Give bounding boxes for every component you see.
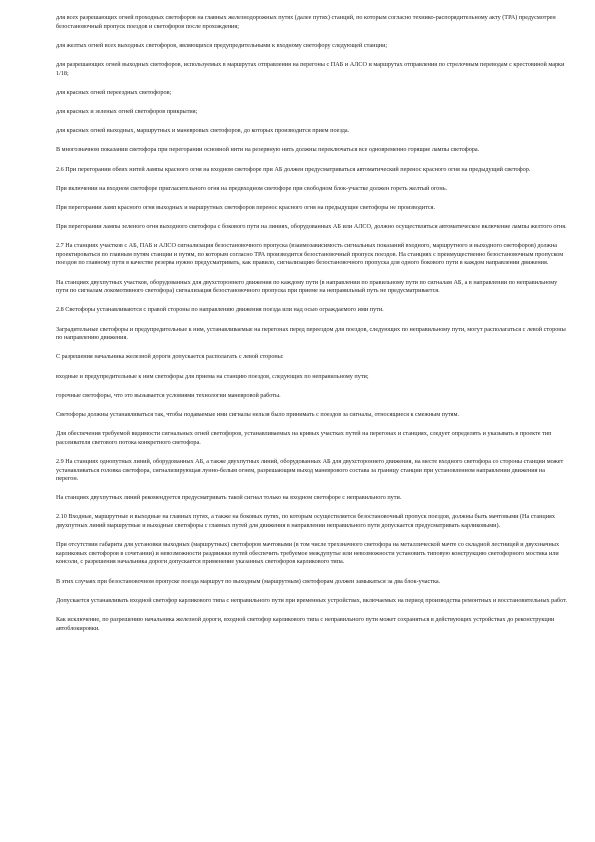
paragraph: В этих случаях при безостановочном пропуске поезда маршрут по выходным (маршрутным) светофорам должен замыкаться за два блок-участка. bbox=[56, 577, 441, 585]
paragraph: На станциях двухпутных участков, оборудованных для двухстороннего движения по каждому пути (в направлении по правильному пути по сигналам АБ, а в направлении по неправильному пути по сигналам локомотивного светофора) сигнализация безостановочного пропуска при приеме на неправильный путь не предусматривается. bbox=[56, 278, 558, 295]
paragraph: горочные светофоры, что это вызывается условиями технологии маневровой работы. bbox=[56, 391, 281, 399]
paragraph: для красных и зеленых огней светофоров прикрытия; bbox=[56, 107, 198, 115]
paragraph: Заградительные светофоры и предупредительные к ним, устанавливаемые на перегонах перед переездом для поездов, следующих по неправильному пути, могут располагаться с левой стороны по направлению движения. bbox=[56, 325, 566, 342]
section-paragraph: 2.7 На станциях участков с АБ, ПАБ и АЛСО сигнализация безостановочного пропуска (взаимозависимость сигнальных показаний входного, маршрутного и выходного светофоров) должна проектироваться по главным путям станции и путям, по которым согласно ТРА производится безостановочный пропуск поездов. На станциях с преимущественно безостановочным пропуском поездов по главному пути в качестве резерва нужно предусматривать, как правило, сигнализацию безостановочного пропуска для одного бокового пути в каждом направлении движения. bbox=[56, 242, 564, 267]
paragraph: для разрешающих огней выходных светофоров, используемых в маршрутах отправления на перегоны с ПАБ и АЛСО и маршрутах отправления по стрелочным переводам с крестовиной марки 1/18; bbox=[56, 60, 565, 77]
section-paragraph: 2.9 На станциях однопутных линий, оборудованных АБ, а также двухпутных линий, оборудованных АБ для двухстороннего движения, на месте входного светофора со стороны станции может устанавливаться головка светофора, сигнализирующая лунно-белым огнем, разрешающим выход маневрового состава за границу станции при установленном направлении движения на перегон. bbox=[56, 457, 564, 483]
paragraph: Как исключение, по разрешению начальника железной дороги, входной светофор карликового типа с неправильного пути может сохраняться в действующих устройствах до реконструкции автоблокировки. bbox=[56, 616, 555, 632]
paragraph: При включении на входном светофоре пригласительного огня на предвходном светофоре при свободном блок-участке должен гореть желтый огонь. bbox=[56, 184, 448, 192]
section-paragraph: 2.6 При перегорании обеих нитей лампы красного огня на входном светофоре при АБ должен предусматриваться автоматический перенос красного огня на предыдущий светофор. bbox=[56, 165, 531, 173]
paragraph: входные и предупредительные к ним светофоры для приема на станцию поездов, следующих по неправильному пути; bbox=[56, 372, 369, 380]
paragraph: для желтых огней всех выходных светофоров, являющихся предупредительными к входному светофору следующей станции; bbox=[56, 41, 388, 49]
paragraph: В многозначном показании светофора при перегорании основной нити на резервную нить должны переключаться все одновременно горящие лампы светофора. bbox=[56, 146, 480, 154]
paragraph: Допускается устанавливать входной светофор карликового типа с неправильного пути при временных устройствах, включаемых на период производства ремонтных и восстановительных работ. bbox=[56, 596, 567, 604]
paragraph: для всех разрешающих огней проходных светофоров на главных железнодорожных путях (далее путях) станций, по которым согласно технико-распорядительному акту (ТРА) предусмотрен безостановочный пропуск поездов и светофоров после прохождения; bbox=[56, 14, 556, 30]
section-paragraph: 2.8 Светофоры устанавливаются с правой стороны по направлению движения поезда или над осью ограждаемого ими пути. bbox=[56, 306, 384, 314]
paragraph: При перегорании лампы зеленого огня выходного светофора с бокового пути на линиях, оборудованных АБ или АЛСО, должно осуществляться автоматическое включение лампы желтого огня. bbox=[56, 223, 567, 231]
paragraph: С разрешения начальника железной дороги допускается располагать с левой стороны: bbox=[56, 353, 284, 361]
paragraph: Светофоры должны устанавливаться так, чтобы подаваемые ими сигналы нельзя было принимать с поездов за сигналы, относящиеся к смежным путям. bbox=[56, 410, 459, 418]
paragraph: На станциях двухпутных линий рекомендуется предусматривать такой сигнал только на входном светофоре с неправильного пути. bbox=[56, 494, 402, 502]
paragraph: для красных огней переездных светофоров; bbox=[56, 88, 172, 96]
paragraph: При отсутствии габарита для установки выходных (маршрутных) светофоров мачтовыми (в том числе трехзначного светофора на металлической мачте со складной лестницей и двухзначных карликовых светофоров в сочетании) и невозможности раздвижки путей обеспечить требуемое междупутье или невозможности установить типовую конструкцию светофорного мостика или консоли, с разрешения начальника дороги допускается применение указанных светофоров карликового типа. bbox=[56, 541, 560, 566]
paragraph: для красных огней выходных, маршрутных и маневровых светофоров, до которых производится прием поезда. bbox=[56, 127, 350, 135]
section-paragraph: 2.10 Входные, маршрутные и выходные на главных путях, а также на боковых путях, по которым осуществляется безостановочный пропуск поездов, должны быть мачтовыми (На станциях двухпутных линий маршрутные и выходные светофоры с главных путей для движения в направлении неправильного пути допускается предусматривать карликовыми). bbox=[56, 513, 555, 530]
paragraph: При перегорании ламп красного огня выходных и маршрутных светофоров перенос красного огня на предыдущие светофоры не производится. bbox=[56, 203, 436, 211]
paragraph: Для обеспечения требуемой видимости сигнальных огней светофоров, устанавливаемых на кривых участках путей на перегонах и станциях, следует определять и указывать в проекте тип рассеивателя светового потока конкретного светофора. bbox=[56, 430, 552, 446]
